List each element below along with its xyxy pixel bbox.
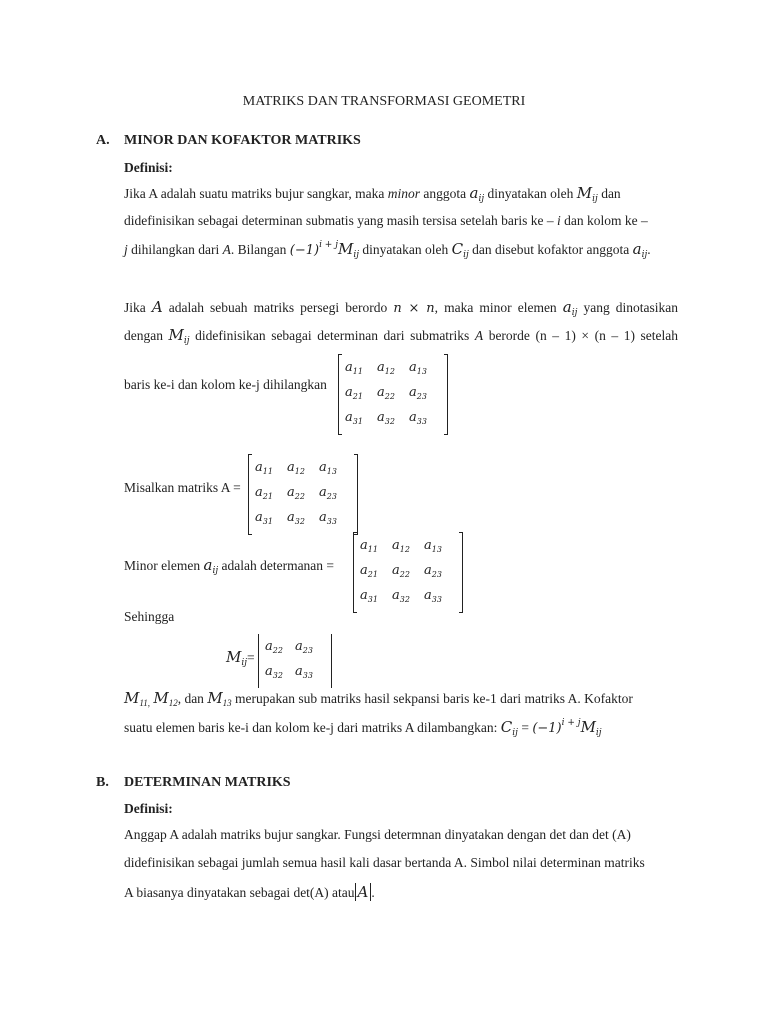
definition-label-b: Definisi:	[124, 801, 173, 816]
definition-b-line-1: Anggap A adalah matriks bujur sangkar. Fungsi determnan dinyatakan dengan det dan det (A)	[124, 827, 631, 842]
matrix-3x3-removed: $a_{11}$ $a_{12}$ $a_{13}$ $a_{21}$ $a_{22}$ $a_{23}$ $a_{31}$ $a_{32}$ $a_{33}$	[338, 355, 448, 434]
minor-element-label: Minor elemen $a_{ij}$ adalah determanan =	[124, 556, 335, 576]
paragraph-2-line-1: Jika A adalah sebuah matriks persegi berordo n × n, maka minor elemen $a_{ij}$ yang dinotasikan	[124, 298, 679, 318]
section-b-letter: B.	[96, 775, 109, 790]
section-a-letter: A.	[96, 133, 110, 148]
cofactor-line-1: $M_{11,}$ $M_{12}$, dan $M_{13}$ merupakan sub matriks hasil sekpansi baris ke-1 dari matriks A. Kofaktor	[124, 689, 633, 708]
minor-symbol: $M_{ij}=$	[226, 648, 255, 668]
definition-b-line-3: A biasanya dinyatakan sebagai det(A) atau A .	[124, 883, 375, 901]
minor-determinant: $a_{22}$ $a_{23}$ $a_{32}$ $a_{33}$	[258, 634, 332, 688]
cofactor-line-2: suatu elemen baris ke-i dan kolom ke-j dari matriks A dilambangkan: $C_{ij} = (-1)^{i + j}M_{ij}$	[124, 718, 602, 738]
section-a-heading: MINOR DAN KOFAKTOR MATRIKS	[124, 133, 361, 148]
matrix-a: $a_{11}$ $a_{12}$ $a_{13}$ $a_{21}$ $a_{22}$ $a_{23}$ $a_{31}$ $a_{32}$ $a_{33}$	[248, 455, 358, 534]
page-title: MATRIKS DAN TRANSFORMASI GEOMETRI	[242, 94, 526, 109]
sehingga-label: Sehingga	[124, 609, 175, 624]
definition-a-line-1: Jika A adalah suatu matriks bujur sangkar, maka minor anggota $a_{ij}$ dinyatakan oleh $M_{ij}$ dan	[124, 184, 621, 204]
paragraph-2-line-3: baris ke-i dan kolom ke-j dihilangkan	[124, 377, 327, 392]
minor-matrix: $a_{11}$ $a_{12}$ $a_{13}$ $a_{21}$ $a_{22}$ $a_{23}$ $a_{31}$ $a_{32}$ $a_{33}$	[353, 533, 463, 612]
definition-label-a: Definisi:	[124, 160, 173, 175]
example-matrix-label: Misalkan matriks A =	[124, 480, 241, 495]
definition-a-line-2: didefinisikan sebagai determinan submatis yang masih tersisa setelah baris ke – i dan kolom ke –	[124, 213, 648, 228]
definition-a-line-3: j dihilangkan dari A. Bilangan $(-1)^{i + j}M_{ij}$ dinyatakan oleh $C_{ij}$ dan disebut kofaktor anggota $a_{ij}$.	[124, 240, 651, 260]
section-b-heading: DETERMINAN MATRIKS	[124, 775, 291, 790]
paragraph-2-line-2: dengan $M_{ij}$ didefinisikan sebagai determinan dari submatriks A berorde (n – 1) × (n – 1) setelah	[124, 326, 678, 346]
definition-b-line-2: didefinisikan sebagai jumlah semua hasil kali dasar bertanda A. Simbol nilai determinan matriks	[124, 855, 645, 870]
